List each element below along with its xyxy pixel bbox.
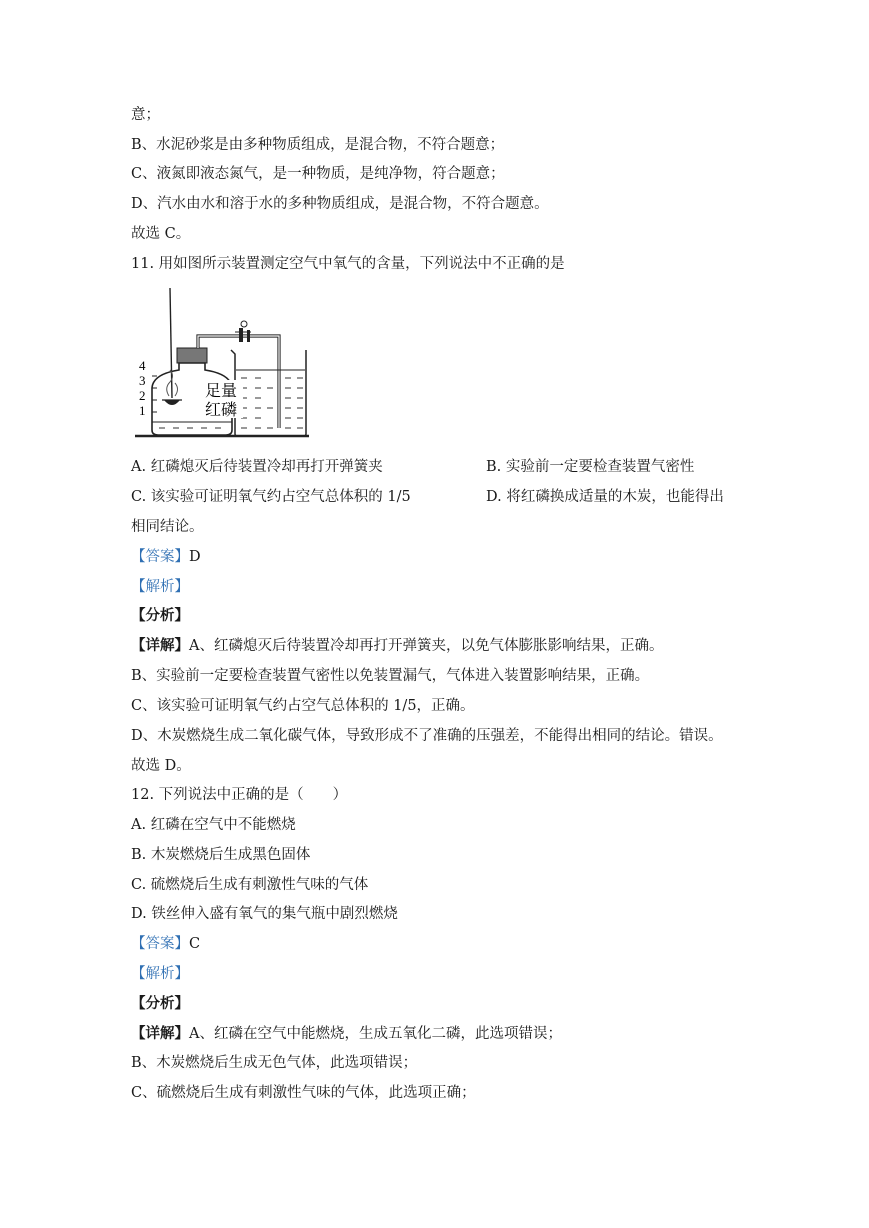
q11-detail-a	[131, 636, 663, 656]
q11-detail-b: B、实验前一定要检查装置气密性以免装置漏气，气体进入装置影响结果，正确。	[131, 668, 650, 684]
q11-apparatus-figure	[131, 288, 311, 440]
scale-label-1: 1	[139, 403, 146, 418]
figure-label-sufficient: 足量	[205, 381, 238, 400]
q12-option-a: A. 红磷在空气中不能燃烧	[131, 817, 296, 833]
q11-detail-d: D、木炭燃烧生成二氧化碳气体，导致形成不了准确的压强差，不能得出相同的结论。错误。	[131, 728, 723, 744]
rubber-stopper	[177, 348, 207, 363]
q11-stem: 11. 用如图所示装置测定空气中氧气的含量，下列说法中不正确的是	[131, 256, 565, 272]
beaker-water	[241, 378, 303, 428]
q11-fenxi: 【分析】	[131, 607, 189, 624]
spring-clamp-icon	[239, 328, 243, 342]
q11-option-d-continued: 相同结论。	[131, 519, 204, 535]
q12-detail-a	[131, 1024, 562, 1044]
q12-detail-c: C、硫燃烧后生成有刺激性气味的气体，此选项正确；	[131, 1085, 476, 1101]
q10-text-line: 意；	[131, 107, 160, 123]
q12-analysis-tag: 【解析】	[131, 966, 189, 982]
q11-detail-c: C、该实验可证明氧气约占空气总体积的 1/5，正确。	[131, 698, 475, 714]
combustion-spoon	[164, 400, 180, 405]
q11-option-a: A. 红磷熄灭后待装置冷却再打开弹簧夹	[131, 459, 383, 475]
q12-option-d: D. 铁丝伸入盛有氧气的集气瓶中剧烈燃烧	[131, 906, 398, 922]
detail-a-text: A、红磷熄灭后待装置冷却再打开弹簧夹，以免气体膨胀影响结果，正确。	[189, 638, 664, 654]
detail-tag: 【详解】	[131, 637, 189, 654]
q11-option-d: D. 将红磷换成适量的木炭，也能得出	[486, 489, 724, 505]
answer-tag: 【答案】	[131, 936, 189, 952]
q10-explanation-b: B、水泥砂浆是由多种物质组成，是混合物，不符合题意；	[131, 137, 505, 153]
apparatus-diagram	[131, 288, 311, 440]
answer-tag: 【答案】	[131, 549, 189, 565]
detail-tag: 【详解】	[131, 1025, 189, 1042]
q10-choice: 故选 C。	[131, 226, 191, 242]
figure-label-red-phosphorus: 红磷	[205, 400, 238, 419]
answer-value: C	[189, 936, 201, 952]
q12-fenxi: 【分析】	[131, 995, 189, 1012]
q11-analysis-tag: 【解析】	[131, 579, 189, 595]
q11-option-b: B. 实验前一定要检查装置气密性	[486, 459, 695, 475]
q12-option-b: B. 木炭燃烧后生成黑色固体	[131, 847, 311, 863]
detail-a-text: A、红磷在空气中能燃烧，生成五氧化二磷，此选项错误；	[189, 1026, 562, 1042]
q12-stem: 12. 下列说法中正确的是（ ）	[131, 787, 348, 803]
scale-label-2: 2	[139, 388, 146, 403]
scale-label-4: 4	[139, 358, 146, 373]
q10-explanation-c: C、液氮即液态氮气，是一种物质，是纯净物，符合题意；	[131, 166, 505, 182]
answer-value: D	[189, 549, 201, 565]
q11-option-c: C. 该实验可证明氧气约占空气总体积的 1/5	[131, 489, 411, 505]
q10-explanation-d: D、汽水由水和溶于水的多种物质组成，是混合物，不符合题意。	[131, 196, 549, 212]
q11-answer	[131, 547, 201, 567]
q12-answer	[131, 934, 200, 954]
q12-detail-b: B、木炭燃烧后生成无色气体，此选项错误；	[131, 1055, 418, 1071]
q12-option-c: C. 硫燃烧后生成有刺激性气味的气体	[131, 877, 369, 893]
scale-label-3: 3	[139, 373, 146, 388]
q11-choice: 故选 D。	[131, 758, 191, 774]
